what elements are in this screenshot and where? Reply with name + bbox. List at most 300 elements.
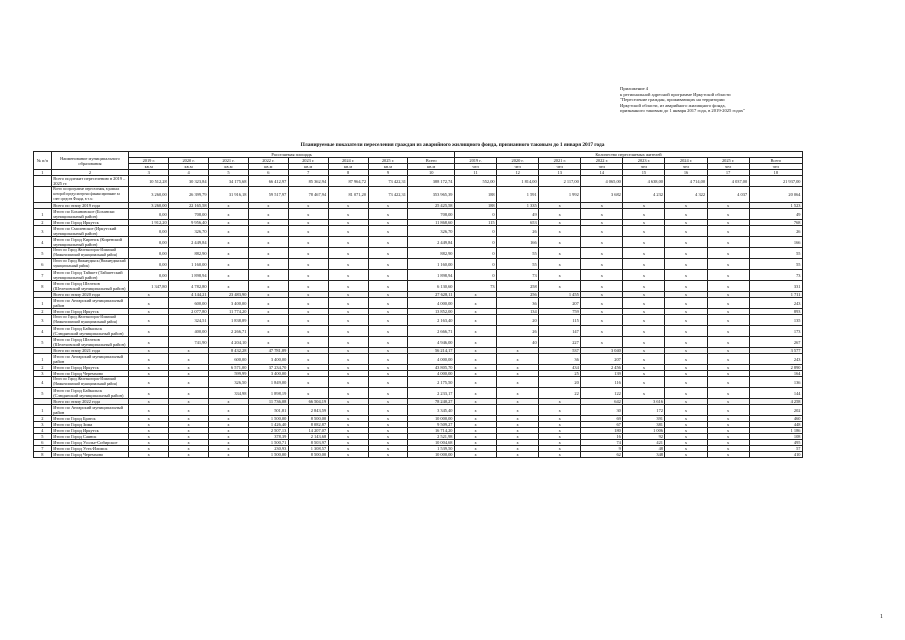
table-cell: 4 000,00 xyxy=(408,298,455,309)
table-cell: x xyxy=(368,315,408,326)
header-column-number: 15 xyxy=(623,170,665,176)
table-cell: x xyxy=(539,248,581,259)
table-cell: x xyxy=(539,434,581,440)
header-area-unit: кв.м xyxy=(288,164,328,170)
table-cell: 36 xyxy=(497,298,539,309)
table-cell: 4 946,00 xyxy=(408,337,455,348)
table-row xyxy=(34,259,803,270)
table-cell: 741,90 xyxy=(169,337,209,348)
table-cell: 2 077,80 xyxy=(169,309,209,315)
table-cell: x xyxy=(623,226,665,237)
header-area-year: 2022 г. xyxy=(248,158,288,164)
table-cell: x xyxy=(455,428,497,434)
table-cell: x xyxy=(328,292,368,298)
table-cell: 1 814,00 xyxy=(497,176,539,187)
table-cell: x xyxy=(707,371,749,377)
table-cell: 20 xyxy=(497,315,539,326)
table-cell: x xyxy=(209,446,249,452)
table-cell: 2 163,40 xyxy=(408,315,455,326)
table-cell: x xyxy=(129,422,169,428)
header-no: № п/п xyxy=(34,152,52,170)
table-cell: 460 xyxy=(749,416,802,422)
table-cell: 0 xyxy=(455,209,497,220)
table-cell: x xyxy=(665,416,707,422)
table-cell: 49 xyxy=(497,209,539,220)
table-cell: x xyxy=(288,377,328,388)
header-column-number: 10 xyxy=(408,170,455,176)
table-cell: x xyxy=(248,292,288,298)
table-cell: x xyxy=(665,446,707,452)
row-number: 4 xyxy=(34,237,52,248)
table-cell: x xyxy=(707,309,749,315)
header-column-number: 3 xyxy=(129,170,169,176)
table-cell: 6 571,00 xyxy=(209,365,249,371)
table-cell: 13 852,00 xyxy=(408,309,455,315)
table-cell: 9 509,27 xyxy=(408,422,455,428)
table-cell: x xyxy=(328,440,368,446)
table-cell: x xyxy=(368,348,408,354)
table-cell: 1 711 xyxy=(749,292,802,298)
table-cell: x xyxy=(665,298,707,309)
row-name: Итого по Город Усть-Илимск xyxy=(51,446,129,452)
table-cell: x xyxy=(209,248,249,259)
table-cell: x xyxy=(581,220,623,226)
table-cell: 164 xyxy=(749,371,802,377)
table-cell: 3 400,00 xyxy=(209,298,249,309)
table-cell: 20 064 xyxy=(749,187,802,203)
header-column-number: 5 xyxy=(209,170,249,176)
table-cell: x xyxy=(665,259,707,270)
table-cell: 410 xyxy=(749,452,802,458)
table-cell: x xyxy=(665,365,707,371)
table-cell: x xyxy=(288,281,328,292)
table-cell: x xyxy=(623,248,665,259)
table-cell: 55 xyxy=(749,248,802,259)
table-cell: 8 432,28 xyxy=(209,348,249,354)
table-row xyxy=(34,326,803,337)
header-area-unit: кв.м xyxy=(209,164,249,170)
table-cell: x xyxy=(129,452,169,458)
table-cell: 56 214,17 xyxy=(408,348,455,354)
table-cell: x xyxy=(288,292,328,298)
table-cell: 49 xyxy=(749,209,802,220)
table-cell: 1 912,20 xyxy=(129,220,169,226)
table-cell: x xyxy=(455,440,497,446)
table-cell: 25 xyxy=(539,371,581,377)
table-cell: x xyxy=(623,237,665,248)
table-cell: x xyxy=(368,309,408,315)
row-number: 3 xyxy=(34,422,52,428)
table-cell: 78 240,27 xyxy=(408,399,455,405)
table-cell: x xyxy=(368,220,408,226)
header-area-unit: кв.м xyxy=(328,164,368,170)
table-cell: x xyxy=(707,434,749,440)
table-cell: x xyxy=(129,326,169,337)
table-cell: x xyxy=(368,452,408,458)
table-cell: x xyxy=(328,348,368,354)
table-cell: x xyxy=(707,422,749,428)
table-cell: 3 616 xyxy=(623,399,665,405)
table-cell: x xyxy=(328,405,368,416)
row-name: Всего по этапу 2022 года xyxy=(51,399,129,405)
table-cell: 8 082,87 xyxy=(288,422,328,428)
table-cell: x xyxy=(623,388,665,399)
table-cell: 4 638,00 xyxy=(623,176,665,187)
table-cell: x xyxy=(169,348,209,354)
row-number: 5 xyxy=(34,434,52,440)
header-area-year: 2019 г. xyxy=(129,158,169,164)
header-people-unit: чел xyxy=(749,164,802,170)
row-number: 1 xyxy=(34,405,52,416)
table-cell: x xyxy=(707,377,749,388)
table-cell: x xyxy=(665,405,707,416)
table-cell: 6 130,60 xyxy=(408,281,455,292)
table-cell: x xyxy=(455,377,497,388)
table-cell: 1 898,94 xyxy=(408,270,455,281)
table-cell: x xyxy=(368,203,408,209)
table-cell: x xyxy=(288,226,328,237)
table-cell: x xyxy=(209,203,249,209)
table-cell: x xyxy=(129,440,169,446)
table-cell: 74 xyxy=(581,440,623,446)
table-cell: 600,00 xyxy=(169,298,209,309)
table-cell: x xyxy=(707,315,749,326)
table-cell: x xyxy=(169,371,209,377)
table-cell: x xyxy=(665,422,707,428)
row-name: Итого по Бохановское (Бохански муниципальный район) xyxy=(51,209,129,220)
table-cell: x xyxy=(248,281,288,292)
table-cell: 4 258 xyxy=(749,399,802,405)
table-cell: 1 898,94 xyxy=(169,270,209,281)
row-name: Итого по Ангарский муниципальный район xyxy=(51,298,129,309)
table-cell: 400,00 xyxy=(169,326,209,337)
header-area-unit: кв.м xyxy=(169,164,209,170)
table-cell: 1 898,19 xyxy=(248,388,288,399)
table-cell: 66 504,19 xyxy=(288,399,328,405)
document-title: Планируемые показатели переселения граждан из аварийного жилищного фонда, признанного таковым до 1 января 2017 года xyxy=(300,142,605,148)
table-cell: x xyxy=(209,452,249,458)
table-cell: x xyxy=(288,309,328,315)
header-area-unit: кв.м xyxy=(408,164,455,170)
table-cell: x xyxy=(665,220,707,226)
table-cell: x xyxy=(497,452,539,458)
table-cell: 0,00 xyxy=(129,270,169,281)
table-cell: 1 160,00 xyxy=(169,259,209,270)
table-cell: x xyxy=(368,270,408,281)
header-people-year: 2021 г. xyxy=(539,158,581,164)
header-area-group: Расселяемая площадь xyxy=(129,152,455,158)
table-cell: 256 xyxy=(497,292,539,298)
table-cell: x xyxy=(623,365,665,371)
table-row xyxy=(34,337,803,348)
table-cell: 11 868,60 xyxy=(408,220,455,226)
table-cell: 2 666,71 xyxy=(408,326,455,337)
table-cell: 4 782,80 xyxy=(169,281,209,292)
row-name: Итого по Город Шелехов (Шелеховский муниципальный район) xyxy=(51,281,129,292)
table-cell: x xyxy=(581,292,623,298)
table-cell: 642 xyxy=(581,399,623,405)
table-cell: x xyxy=(288,326,328,337)
appendix-note xyxy=(620,86,820,114)
table-cell: 115 xyxy=(455,220,497,226)
table-cell: x xyxy=(248,309,288,315)
table-cell: 136 xyxy=(749,377,802,388)
appendix-line: "Переселение граждан, проживающих на территории xyxy=(620,97,725,103)
table-cell: 43 805,70 xyxy=(408,365,455,371)
table-row xyxy=(34,237,803,248)
table-cell: x xyxy=(169,428,209,434)
table-cell: 258 xyxy=(497,281,539,292)
table-cell: x xyxy=(368,371,408,377)
table-cell: x xyxy=(707,326,749,337)
row-number: 2 xyxy=(34,365,52,371)
table-cell: 134 xyxy=(497,309,539,315)
table-cell: x xyxy=(328,326,368,337)
table-cell: x xyxy=(497,446,539,452)
table-cell: 173 xyxy=(749,326,802,337)
table-header xyxy=(34,152,803,176)
table-cell: x xyxy=(129,371,169,377)
table-cell: 16 714,20 xyxy=(408,428,455,434)
table-cell: 202 xyxy=(749,405,802,416)
table-cell: x xyxy=(129,446,169,452)
table-cell: 108 xyxy=(749,434,802,440)
appendix-line: Иркутской области, из аварийного жилищного фонда, xyxy=(620,102,726,108)
table-cell: 326,50 xyxy=(209,377,249,388)
table-body xyxy=(34,176,803,458)
table-cell: x xyxy=(288,315,328,326)
row-name: Итого по Город Байкальск (Слюдянский муниципальный район) xyxy=(51,326,129,337)
table-cell: x xyxy=(665,281,707,292)
table-cell: x xyxy=(665,337,707,348)
row-number: 5 xyxy=(34,337,52,348)
table-cell: x xyxy=(539,281,581,292)
table-cell: 1 539,50 xyxy=(408,446,455,452)
table-cell: 3 260,00 xyxy=(129,203,169,209)
table-cell: x xyxy=(455,354,497,365)
row-number: 6 xyxy=(34,440,52,446)
table-cell: x xyxy=(368,405,408,416)
table-row xyxy=(34,226,803,237)
table-cell: 23 483,90 xyxy=(209,292,249,298)
table-cell: x xyxy=(368,377,408,388)
table-cell: x xyxy=(539,446,581,452)
table-cell: 421 xyxy=(623,440,665,446)
table-cell: x xyxy=(665,440,707,446)
table-cell: 1 992 xyxy=(539,187,581,203)
table-cell: 1 426,40 xyxy=(248,422,288,428)
table-cell: 8 500,00 xyxy=(288,416,328,422)
table-cell: 11 774,20 xyxy=(209,309,249,315)
row-name: Итого по Город Черемхово xyxy=(51,452,129,458)
table-cell: x xyxy=(328,446,368,452)
table-cell: x xyxy=(707,405,749,416)
table-cell: x xyxy=(129,337,169,348)
table-cell: x xyxy=(169,405,209,416)
row-number: 3 xyxy=(34,371,52,377)
table-cell: x xyxy=(707,292,749,298)
table-cell: x xyxy=(665,452,707,458)
table-cell: x xyxy=(129,298,169,309)
table-cell: x xyxy=(248,337,288,348)
header-area-unit: кв.м xyxy=(368,164,408,170)
header-column-number: 7 xyxy=(288,170,328,176)
header-column-number: 18 xyxy=(749,170,802,176)
table-cell: x xyxy=(539,399,581,405)
header-people-unit: чел xyxy=(581,164,623,170)
table-cell: x xyxy=(248,270,288,281)
table-cell: x xyxy=(209,434,249,440)
table-cell: x xyxy=(328,388,368,399)
table-cell: x xyxy=(328,315,368,326)
table-cell: x xyxy=(707,259,749,270)
table-row xyxy=(34,209,803,220)
table-cell: x xyxy=(623,337,665,348)
row-number: 8 xyxy=(34,452,52,458)
table-cell: x xyxy=(581,270,623,281)
table-cell: 10 000,00 xyxy=(408,416,455,422)
table-cell: x xyxy=(169,377,209,388)
table-cell: 66 412,97 xyxy=(248,176,288,187)
table-cell: x xyxy=(539,259,581,270)
table-cell: x xyxy=(328,371,368,377)
appendix-line: Приложение 4 xyxy=(620,86,649,91)
table-cell: x xyxy=(328,416,368,422)
table-cell: 2 449,84 xyxy=(169,237,209,248)
table-cell: 348 xyxy=(623,452,665,458)
table-row xyxy=(34,248,803,259)
table-cell: x xyxy=(623,326,665,337)
table-cell: x xyxy=(455,298,497,309)
table-cell: x xyxy=(455,446,497,452)
table-cell: 2 175,50 xyxy=(408,377,455,388)
table-cell: x xyxy=(665,270,707,281)
table-cell: x xyxy=(623,348,665,354)
table-cell: x xyxy=(169,365,209,371)
table-cell: 188 xyxy=(455,203,497,209)
table-cell: 708,00 xyxy=(169,209,209,220)
table-cell: x xyxy=(455,388,497,399)
table-cell: x xyxy=(539,416,581,422)
table-cell: x xyxy=(455,365,497,371)
table-cell: x xyxy=(581,248,623,259)
row-name: Итого по Город Иркутск xyxy=(51,428,129,434)
table-cell: x xyxy=(665,203,707,209)
table-cell: 243 xyxy=(749,298,802,309)
table-cell: x xyxy=(288,371,328,377)
table-cell: 25 425,58 xyxy=(408,203,455,209)
table-cell: x xyxy=(665,209,707,220)
row-number: 8 xyxy=(34,281,52,292)
table-cell: x xyxy=(581,226,623,237)
table-cell: x xyxy=(707,226,749,237)
table-cell: x xyxy=(455,416,497,422)
table-cell: x xyxy=(209,422,249,428)
table-cell: x xyxy=(129,416,169,422)
table-cell: 73 xyxy=(497,270,539,281)
table-cell: x xyxy=(129,399,169,405)
table-cell: x xyxy=(707,452,749,458)
table-cell: x xyxy=(129,405,169,416)
table-cell: 31 916,18 xyxy=(209,187,249,203)
table-cell: 1 455 xyxy=(539,292,581,298)
table-cell: x xyxy=(497,422,539,428)
table-cell: x xyxy=(539,422,581,428)
table-cell: 708,00 xyxy=(408,209,455,220)
table-cell: x xyxy=(328,337,368,348)
table-cell: 882,90 xyxy=(169,248,209,259)
table-cell: 893 xyxy=(749,309,802,315)
table-row xyxy=(34,377,803,388)
table-cell: 48 xyxy=(623,446,665,452)
table-cell: 0 xyxy=(455,270,497,281)
table-cell: 207 xyxy=(581,354,623,365)
table-cell: x xyxy=(169,434,209,440)
table-cell: 326,70 xyxy=(408,226,455,237)
header-area-unit: кв.м xyxy=(248,164,288,170)
row-name: Всего по этапу 2020 года xyxy=(51,292,129,298)
table-cell: 391 xyxy=(623,416,665,422)
table-cell: x xyxy=(539,452,581,458)
table-cell: x xyxy=(288,365,328,371)
table-cell: 116 xyxy=(581,377,623,388)
table-cell: 92 xyxy=(623,434,665,440)
table-cell: x xyxy=(368,209,408,220)
table-cell: x xyxy=(328,354,368,365)
table-cell: x xyxy=(497,388,539,399)
header-area-year: 2024 г. xyxy=(328,158,368,164)
table-cell: 47 781,89 xyxy=(248,348,288,354)
table-cell: x xyxy=(368,237,408,248)
table-cell: 4 000,00 xyxy=(408,354,455,365)
table-cell: 55 xyxy=(497,248,539,259)
table-cell: 21 937,00 xyxy=(749,176,802,187)
header-column-number: 17 xyxy=(707,170,749,176)
header-column-number: 12 xyxy=(497,170,539,176)
header-people-unit: чел xyxy=(623,164,665,170)
table-cell: x xyxy=(129,292,169,298)
table-cell: x xyxy=(368,326,408,337)
table-cell: x xyxy=(209,226,249,237)
table-cell: 3 040 xyxy=(581,348,623,354)
table-cell: 599,99 xyxy=(209,371,249,377)
table-cell: x xyxy=(368,388,408,399)
table-cell: x xyxy=(328,434,368,440)
table-cell: x xyxy=(368,399,408,405)
table-cell: x xyxy=(169,388,209,399)
header-people-unit: чел xyxy=(665,164,707,170)
table-cell: x xyxy=(288,270,328,281)
table-cell: x xyxy=(368,226,408,237)
table-cell: x xyxy=(209,440,249,446)
table-cell: 2 117,00 xyxy=(539,176,581,187)
table-cell: x xyxy=(581,209,623,220)
table-cell: x xyxy=(665,315,707,326)
table-cell: x xyxy=(129,348,169,354)
table-cell: 3 400,00 xyxy=(248,371,288,377)
header-mo: Наименование муниципального образования xyxy=(51,152,129,170)
table-cell: 1 523 xyxy=(749,203,802,209)
table-cell: x xyxy=(707,270,749,281)
header-area-unit: кв.м xyxy=(129,164,169,170)
table-cell: x xyxy=(623,315,665,326)
table-cell: 353 965,39 xyxy=(408,187,455,203)
table-cell: x xyxy=(539,440,581,446)
table-cell: x xyxy=(455,309,497,315)
table-cell: 26 xyxy=(497,226,539,237)
row-name: Всего подлежит переселению в 2019 – 2025 гг. xyxy=(51,176,129,187)
table-cell: 3 260,00 xyxy=(129,187,169,203)
